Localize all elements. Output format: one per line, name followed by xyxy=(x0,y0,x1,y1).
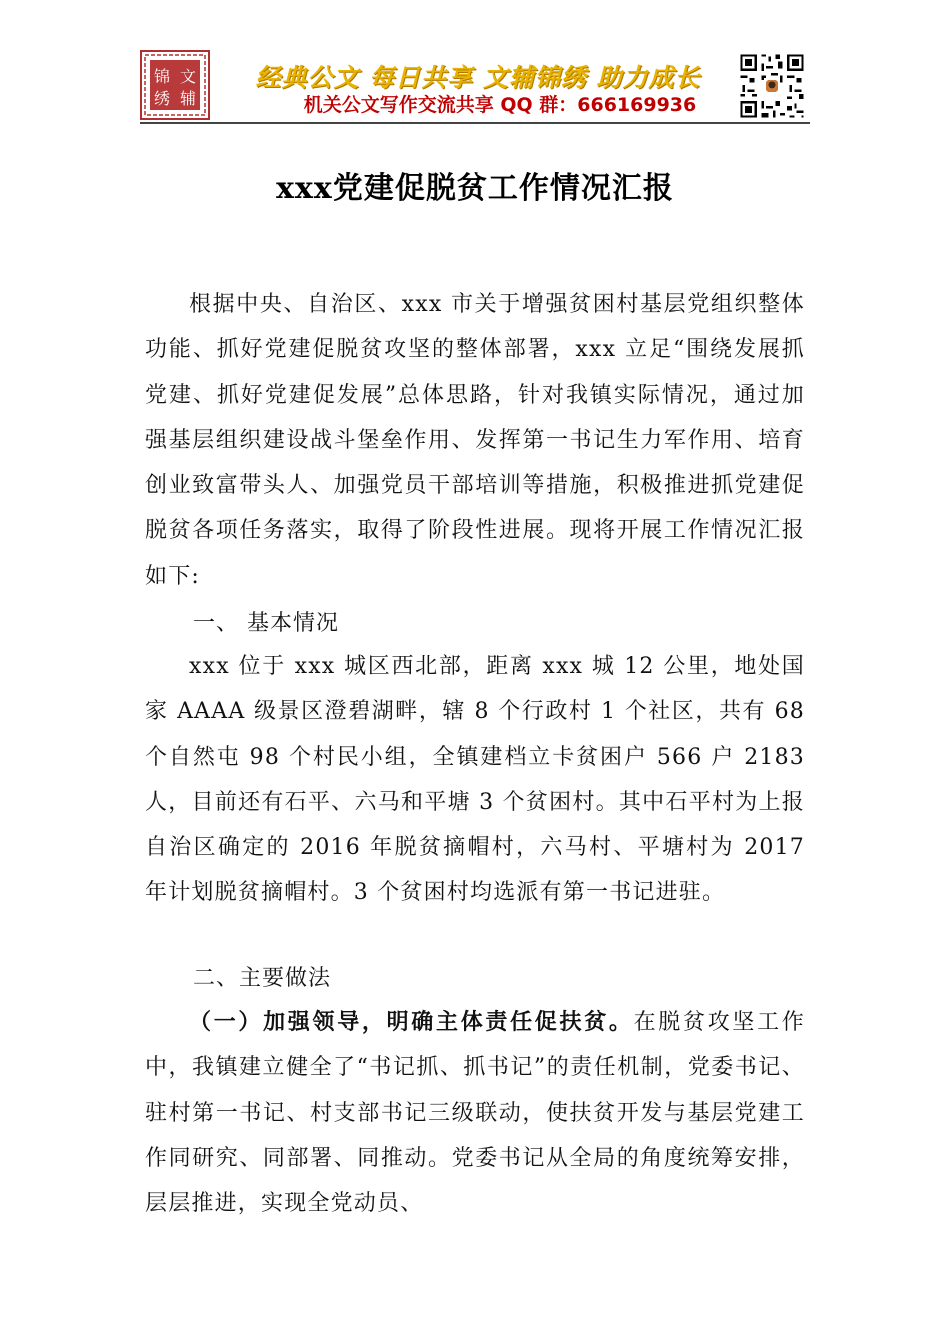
qr-code-icon[interactable] xyxy=(738,52,806,120)
subsection-1-paragraph xyxy=(145,1000,805,1226)
svg-text:锦: 锦 xyxy=(153,67,171,86)
basic-info-paragraph: xxx 位于 xxx 城区西北部，距离 xxx 城 12 公里，地处国家 AAAA 级景区澄碧湖畔，辖 8 个行政村 1 个社区，共有 68 个自然屯 98 个村民小组，全镇建档立卡贫困户 566 户 2183 人，目前还有石平、六马和平塘 3 个贫困村。其中石平村为上报自治区确定的 2016 年脱贫摘帽村，六马村、平塘村为 2017 年计划脱贫摘帽村。3 个贫困村均选派有第一书记进驻。 xyxy=(145,654,805,906)
header-slogan: 经典公文 每日共享 文辅锦绣 助力成长 xyxy=(255,63,701,92)
header-divider xyxy=(140,122,810,124)
intro-paragraph: 根据中央、自治区、xxx 市关于增强贫困村基层党组织整体功能、抓好党建促脱贫攻坚的整体部署，xxx 立足“围绕发展抓党建、抓好党建促发展”总体思路，针对我镇实际情况，通过加强基层组织建设战斗堡垒作用、发挥第一书记生力军作用、培育创业致富带头人、加强党员干部培训等措施，积极推进抓党建促脱贫各项任务落实，取得了阶段性进展。现将开展工作情况汇报如下: xyxy=(145,292,805,589)
seal-logo-icon xyxy=(140,50,210,120)
svg-text:辅: 辅 xyxy=(179,89,197,108)
subsection-1-body: 在脱贫攻坚工作中，我镇建立健全了“书记抓、抓书记”的责任机制，党委书记、驻村第一书记、村支部书记三级联动，使扶贫开发与基层党建工作同研究、同部署、同推动。党委书记从全局的角度统筹安排，层层推进，实现全党动员、 xyxy=(145,1010,805,1217)
section-heading-basic-info: 一、 基本情况 xyxy=(193,611,339,636)
svg-text:文: 文 xyxy=(179,67,197,86)
section-heading-main-practices: 二、主要做法 xyxy=(193,966,332,991)
qq-group-line: 机关公文写作交流共享 QQ 群：666169936 xyxy=(303,94,697,116)
subsection-1-lead: （一）加强领导，明确主体责任促扶贫。 xyxy=(189,1009,634,1035)
document-title: xxx党建促脱贫工作情况汇报 xyxy=(276,171,674,206)
svg-text:绣: 绣 xyxy=(153,89,171,108)
header-banner xyxy=(140,50,810,125)
